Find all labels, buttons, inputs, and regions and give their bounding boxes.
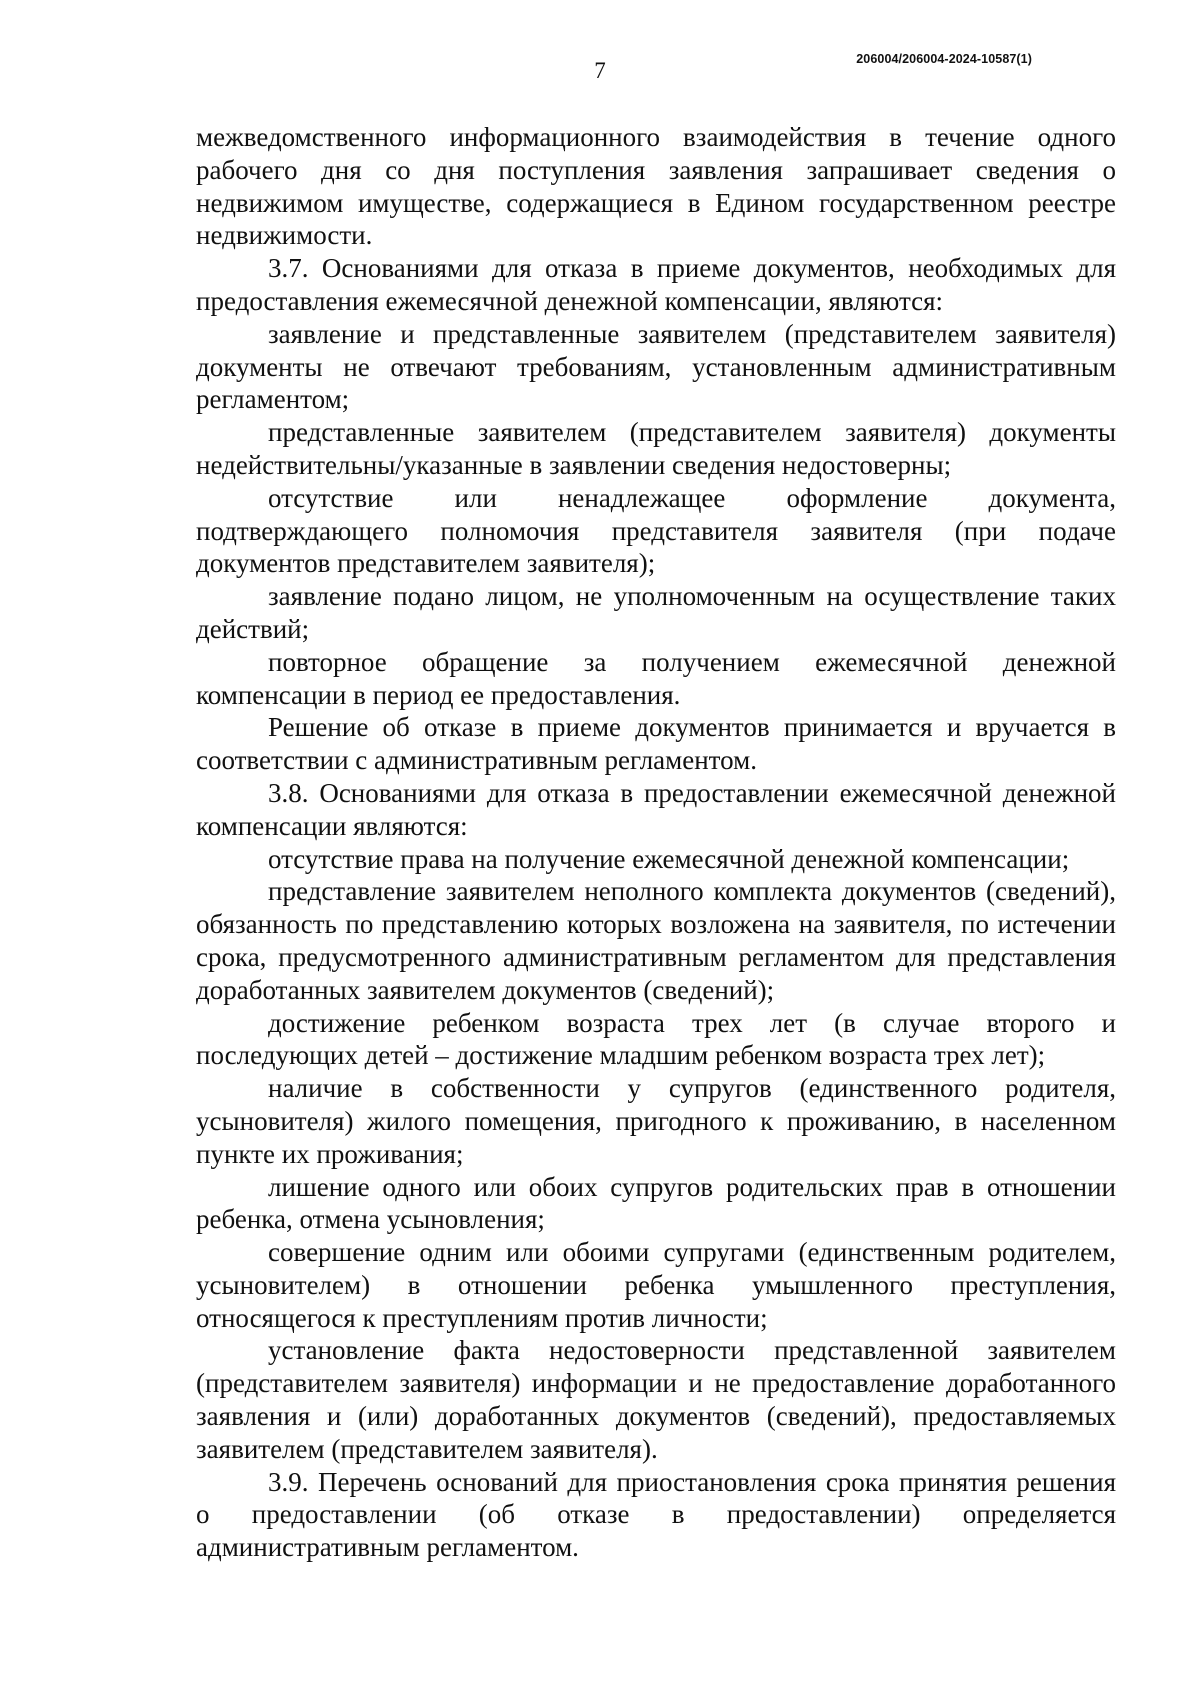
paragraph: Решение об отказе в приеме документов принимается и вручается в соответствии с административным регламентом. [196,712,1116,776]
document-id: 206004/206004-2024-10587(1) [856,52,1032,66]
list-item: заявление подано лицом, не уполномоченным на осуществление таких действий; [196,581,1116,644]
list-item: заявление и представленные заявителем (представителем заявителя) документы не отвечают требованиям, установленным административным регламентом; [196,318,1116,415]
list-item: повторное обращение за получением ежемесячной денежной компенсации в период ее предоставления. [196,646,1116,710]
list-item: установление факта недостоверности представленной заявителем (представителем заявителя) информации и не предоставление доработанного заявления и (или) доработанных документов (сведений), предоставляемых заявителем (представителем заявителя). [196,1335,1116,1464]
paragraph-3-9: 3.9. Перечень оснований для приостановления срока принятия решения о предоставлении (об отказе в предоставлении) определяется административным регламентом. [196,1466,1116,1563]
page-number: 7 [594,58,606,83]
list-item: представление заявителем неполного комплекта документов (сведений), обязанность по представлению которых возложена на заявителя, по истечении срока, предусмотренного административным регламентом для представления доработанных заявителем документов (сведений); [196,876,1116,1005]
paragraph-3-7: 3.7. Основаниями для отказа в приеме документов, необходимых для предоставления ежемесячной денежной компенсации, являются: [196,253,1116,316]
list-item: достижение ребенком возраста трех лет (в случае второго и последующих детей – достижение младшим ребенком возраста трех лет); [196,1007,1116,1071]
document-body [196,121,1116,1564]
list-item: наличие в собственности у супругов (единственного родителя, усыновителя) жилого помещения, пригодного к проживанию, в населенном пункте их проживания; [196,1073,1116,1169]
list-item: лишение одного или обоих супругов родительских прав в отношении ребенка, отмена усыновления; [196,1171,1116,1235]
paragraph-3-8: 3.8. Основаниями для отказа в предоставлении ежемесячной денежной компенсации являются: [196,777,1116,841]
list-item: отсутствие или ненадлежащее оформление документа, подтверждающего полномочия представителя заявителя (при подаче документов представителем заявителя); [196,482,1116,579]
paragraph: межведомственного информационного взаимодействия в течение одного рабочего дня со дня поступления заявления запрашивает сведения о недвижимом имуществе, содержащиеся в Едином государственном реестре недвижимости. [196,122,1116,251]
list-item: отсутствие права на получение ежемесячной денежной компенсации; [268,843,1070,874]
list-item: представленные заявителем (представителем заявителя) документы недействительны/указанные в заявлении сведения недостоверны; [196,417,1116,480]
list-item: совершение одним или обоими супругами (единственным родителем, усыновителем) в отношении ребенка умышленного преступления, относящегося к преступлениям против личности; [196,1237,1116,1333]
